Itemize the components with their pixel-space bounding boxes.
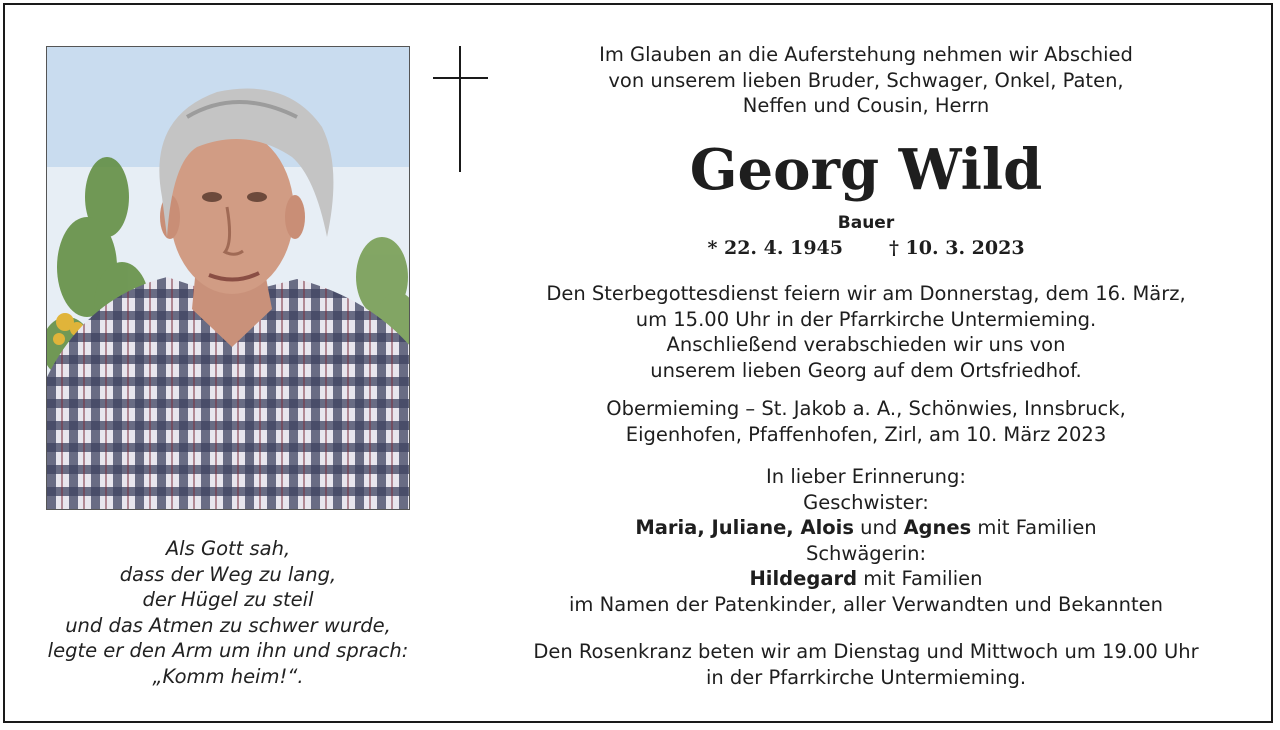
intro-line: Neffen und Cousin, Herrn [742,94,990,117]
siblings-suffix: mit Familien [971,516,1097,539]
memory-heading: In lieber Erinnerung: [766,465,966,488]
inlaw-line [500,566,1232,592]
memory-closing: im Namen der Patenkinder, aller Verwandten und Bekannten [569,592,1163,616]
poem-line: dass der Weg zu lang, [119,562,337,586]
deceased-name: Georg Wild [689,137,1043,203]
life-dates [500,235,1232,261]
poem-line: legte er den Arm um ihn und sprach: [47,639,409,662]
service-line: Den Sterbegottesdienst feiern wir am Donnerstag, dem 16. März, [546,282,1186,305]
memory-section [500,464,1232,617]
places-line: Obermieming – St. Jakob a. A., Schönwies, Innsbruck, [606,397,1126,420]
inlaw-name: Hildegard [749,567,858,590]
siblings-last: Agnes [903,516,972,539]
funeral-service-text [500,281,1232,383]
siblings-and: und [853,516,904,539]
places-date [500,396,1232,447]
cross-icon-bar [433,77,488,79]
rosary-line: in der Pfarrkirche Untermieming. [705,665,1027,689]
siblings-line [500,515,1232,541]
service-line: um 15.00 Uhr in der Pfarrkirche Untermieming. [635,307,1097,331]
service-line: Anschließend verabschieden wir uns von [666,333,1066,356]
rosary-line: Den Rosenkranz beten wir am Dienstag und Mittwoch um 19.00 Uhr [533,640,1199,663]
service-line: unserem lieben Georg auf dem Ortsfriedhof. [650,358,1082,382]
intro-line: von unserem lieben Bruder, Schwager, Onkel, Paten, [608,68,1124,92]
death-date: † 10. 3. 2023 [889,237,1025,259]
portrait-illustration [47,47,410,510]
siblings-names: Maria, Juliane, Alois [635,516,854,539]
poem-line: und das Atmen zu schwer wurde, [65,613,391,637]
intro-text [500,42,1232,119]
poem-line: der Hügel zu steil [142,588,314,611]
poem-line: „Komm heim!“. [152,664,304,688]
places-line: Eigenhofen, Pfaffenhofen, Zirl, am 10. März 2023 [625,422,1107,446]
inlaw-suffix: mit Familien [857,567,983,590]
siblings-label: Geschwister: [803,490,929,514]
birth-date: * 22. 4. 1945 [707,237,843,259]
portrait-photo [46,46,410,510]
occupation: Bauer [837,213,895,233]
inlaw-label: Schwägerin: [805,541,927,565]
rosary-text [500,639,1232,690]
poem [20,536,436,689]
intro-line: Im Glauben an die Auferstehung nehmen wir Abschied [599,43,1133,66]
cross-icon [459,46,461,172]
poem-line: Als Gott sah, [165,537,291,560]
